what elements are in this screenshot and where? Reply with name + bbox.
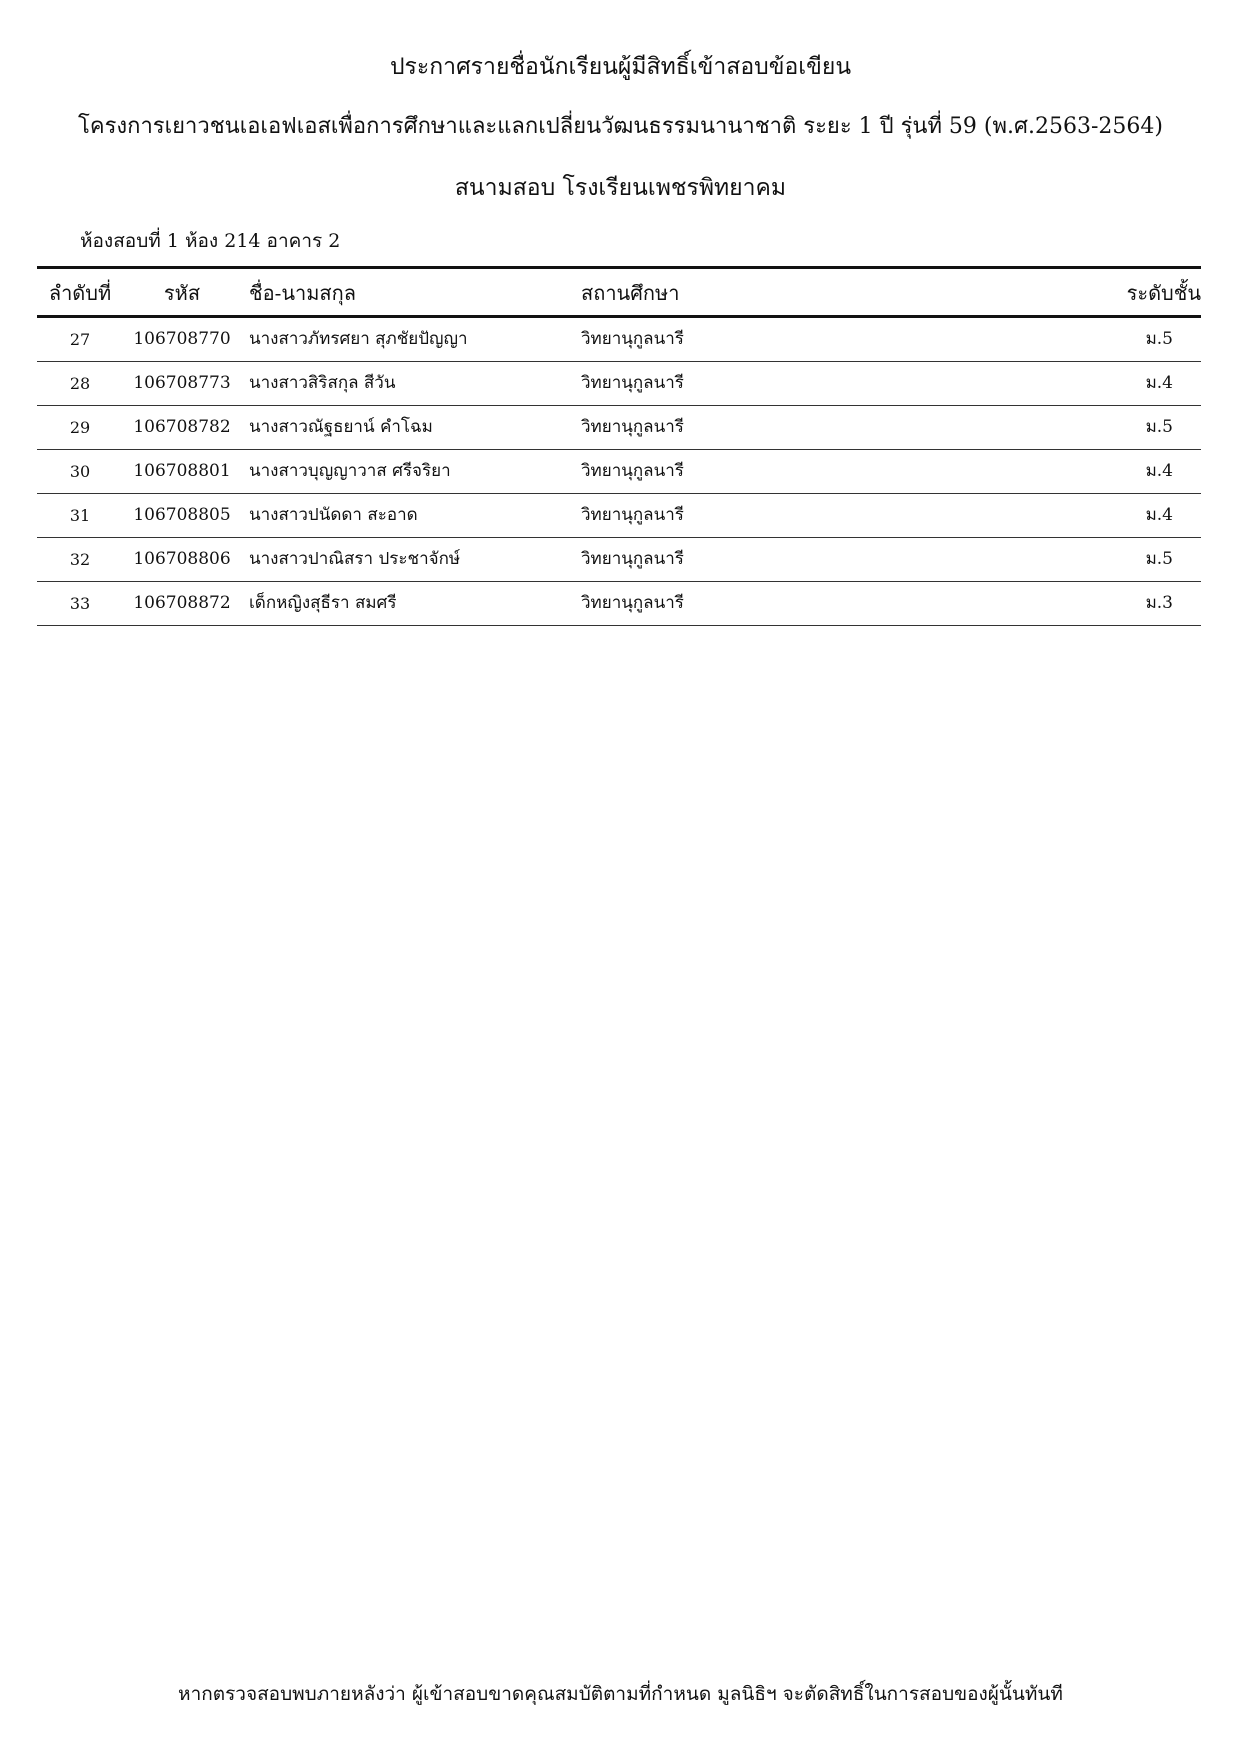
- row-id: 106708872: [133, 593, 231, 613]
- table-header: [37, 266, 1201, 318]
- table-row: [37, 582, 1201, 626]
- row-level: ม.4: [1145, 505, 1173, 525]
- row-no: 33: [69, 594, 91, 613]
- row-id: 106708770: [133, 329, 231, 349]
- exam-venue: สนามสอบ โรงเรียนเพชรพิทยาคม: [454, 175, 787, 201]
- disqualification-note: หากตรวจสอบพบภายหลังว่า ผู้เข้าสอบขาดคุณสมบัติตามที่กำหนด มูลนิธิฯ จะตัดสิทธิ์ในการสอบของผู้นั้นทันที: [178, 1683, 1063, 1705]
- row-name: เด็กหญิงสุธีรา สมศรี: [249, 593, 397, 613]
- table-row: [37, 494, 1201, 538]
- row-no: 29: [69, 418, 91, 437]
- row-level: ม.4: [1145, 373, 1173, 393]
- column-header-no: ลำดับที่: [48, 281, 112, 305]
- row-id: 106708805: [133, 505, 231, 525]
- column-header-name: ชื่อ-นามสกุล: [249, 281, 357, 305]
- row-level: ม.3: [1145, 593, 1173, 613]
- row-no: 30: [69, 462, 91, 481]
- table-row: [37, 538, 1201, 582]
- row-no: 28: [69, 374, 91, 393]
- row-no: 32: [69, 550, 91, 569]
- exam-room-info: ห้องสอบที่ 1 ห้อง 214 อาคาร 2: [80, 230, 341, 252]
- row-name: นางสาวสิริสกุล สีวัน: [249, 373, 396, 393]
- row-name: นางสาวบุญญาวาส ศรีจริยา: [249, 461, 451, 481]
- column-header-id: รหัส: [163, 281, 201, 305]
- student-table: [37, 266, 1201, 626]
- row-id: 106708782: [133, 417, 231, 437]
- row-school: วิทยานุกูลนารี: [581, 329, 684, 349]
- page-title: ประกาศรายชื่อนักเรียนผู้มีสิทธิ์เข้าสอบข้อเขียน: [389, 54, 852, 80]
- row-school: วิทยานุกูลนารี: [581, 417, 684, 437]
- program-title: โครงการเยาวชนเอเอฟเอสเพื่อการศึกษาและแลกเปลี่ยนวัฒนธรรมนานาชาติ ระยะ 1 ปี รุ่นที่ 59 (พ.ศ.2563-2564): [78, 114, 1163, 139]
- row-level: ม.4: [1145, 461, 1173, 481]
- row-no: 31: [69, 506, 91, 525]
- row-school: วิทยานุกูลนารี: [581, 549, 684, 569]
- row-school: วิทยานุกูลนารี: [581, 461, 684, 481]
- row-id: 106708801: [133, 461, 231, 481]
- row-school: วิทยานุกูลนารี: [581, 505, 684, 525]
- row-name: นางสาวปนัดดา สะอาด: [249, 505, 418, 525]
- table-row: [37, 318, 1201, 362]
- row-name: นางสาวณัฐธยาน์ คำโฉม: [249, 417, 433, 437]
- row-id: 106708773: [133, 373, 231, 393]
- column-header-level: ระดับชั้น: [1126, 281, 1201, 305]
- row-school: วิทยานุกูลนารี: [581, 373, 684, 393]
- row-level: ม.5: [1145, 417, 1173, 437]
- row-level: ม.5: [1145, 329, 1173, 349]
- row-name: นางสาวภัทรศยา สุภชัยปัญญา: [249, 329, 468, 349]
- row-name: นางสาวปาณิสรา ประชาจักษ์: [249, 549, 461, 569]
- table-row: [37, 406, 1201, 450]
- row-level: ม.5: [1145, 549, 1173, 569]
- row-id: 106708806: [133, 549, 231, 569]
- row-no: 27: [69, 330, 91, 349]
- row-school: วิทยานุกูลนารี: [581, 593, 684, 613]
- table-row: [37, 450, 1201, 494]
- column-header-school: สถานศึกษา: [581, 281, 680, 305]
- table-row: [37, 362, 1201, 406]
